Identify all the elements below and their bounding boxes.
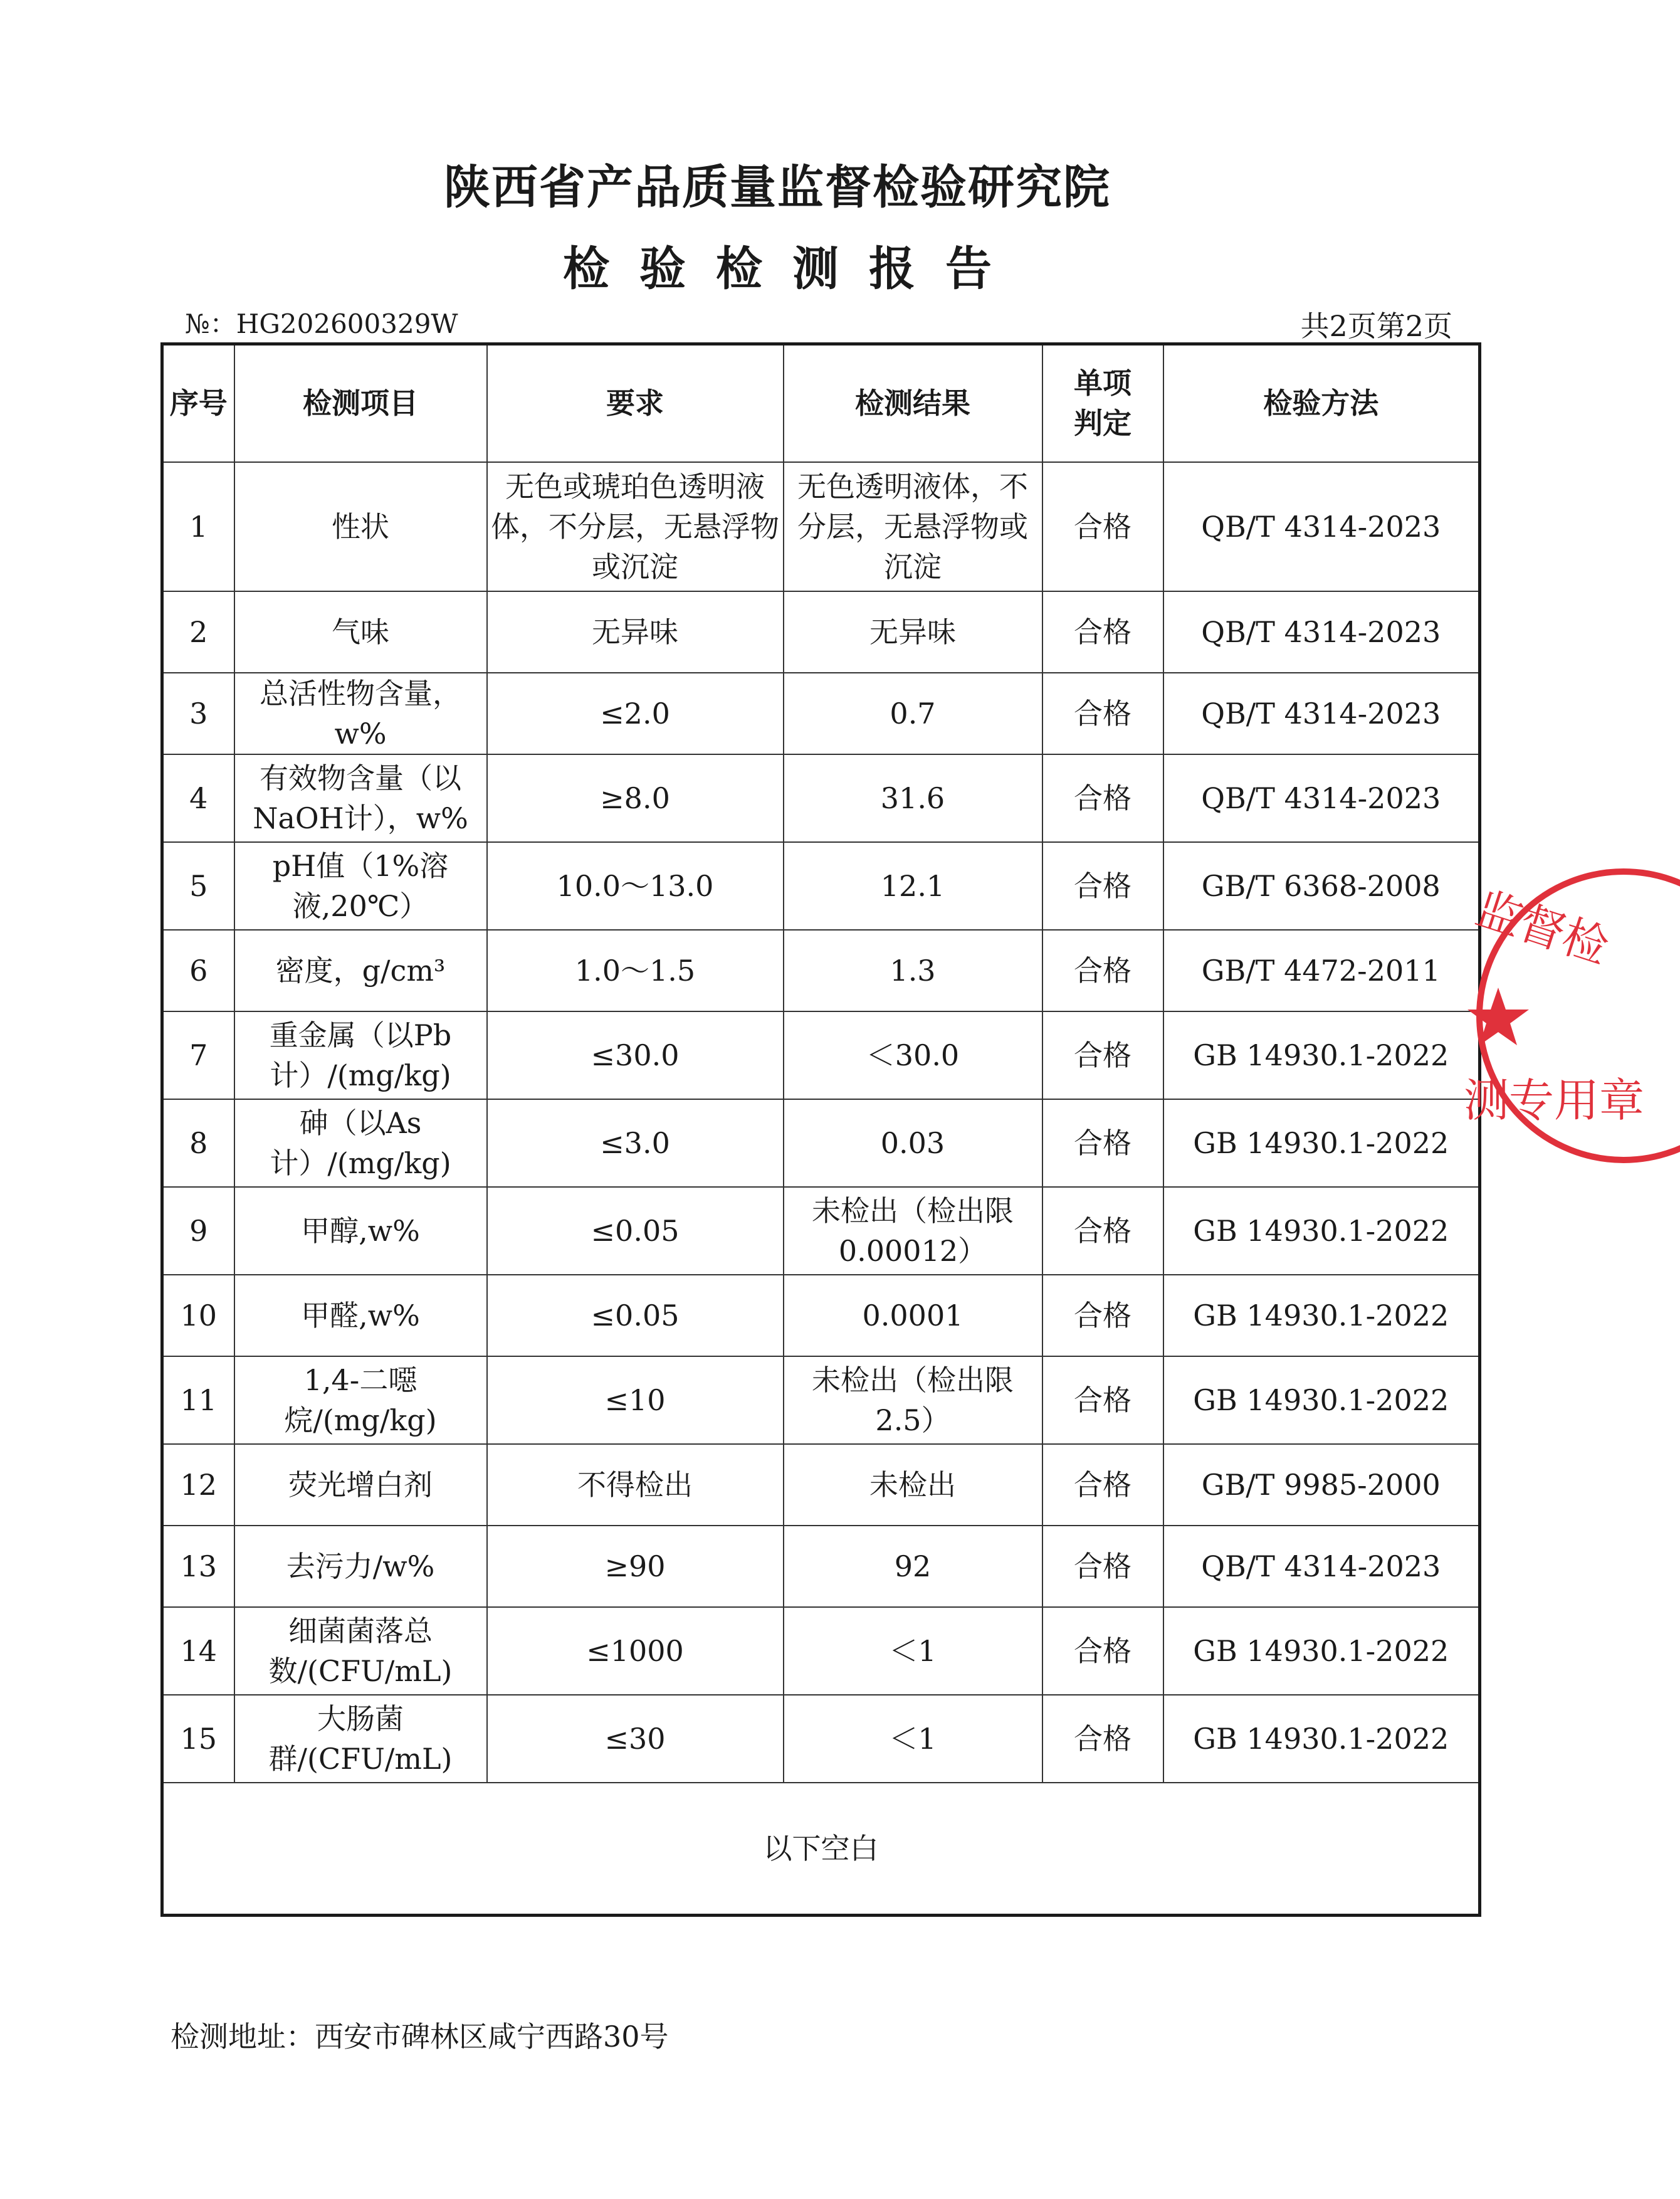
row-verdict: 合格	[1042, 1444, 1163, 1526]
row-result: ＜1	[784, 1607, 1042, 1695]
row-method: GB/T 9985-2000	[1163, 1444, 1480, 1526]
row-item: 荧光增白剂	[234, 1444, 487, 1526]
table-row	[162, 1607, 1480, 1695]
row-result: 92	[784, 1526, 1042, 1607]
row-item: pH值（1%溶液,20℃）	[234, 842, 487, 930]
row-item: 密度，g/cm³	[234, 930, 487, 1011]
row-requirement: ≥90	[487, 1526, 784, 1607]
row-verdict: 合格	[1042, 930, 1163, 1011]
table-header-row	[162, 344, 1480, 462]
row-item: 重金属（以Pb计）/(mg/kg)	[234, 1011, 487, 1099]
col-header-requirement: 要求	[487, 344, 784, 462]
table-row	[162, 1695, 1480, 1783]
table-row	[162, 1356, 1480, 1444]
row-result: ＜30.0	[784, 1011, 1042, 1099]
row-method: GB 14930.1-2022	[1163, 1011, 1480, 1099]
row-verdict: 合格	[1042, 591, 1163, 673]
row-verdict: 合格	[1042, 673, 1163, 754]
row-no: 2	[162, 591, 234, 673]
row-no: 7	[162, 1011, 234, 1099]
row-method: GB/T 4472-2011	[1163, 930, 1480, 1011]
row-method: GB 14930.1-2022	[1163, 1356, 1480, 1444]
row-result: 无色透明液体，不分层，无悬浮物或沉淀	[784, 462, 1042, 591]
row-requirement: 1.0～1.5	[487, 930, 784, 1011]
official-stamp	[1464, 853, 1680, 1179]
row-method: GB 14930.1-2022	[1163, 1695, 1480, 1783]
row-requirement: 不得检出	[487, 1444, 784, 1526]
row-no: 12	[162, 1444, 234, 1526]
row-item: 细菌菌落总数/(CFU/mL)	[234, 1607, 487, 1695]
row-requirement: ≤2.0	[487, 673, 784, 754]
row-item: 气味	[234, 591, 487, 673]
row-requirement: 10.0～13.0	[487, 842, 784, 930]
stamp-text-top: 监督检	[1469, 882, 1615, 974]
row-item: 1,4-二噁烷/(mg/kg)	[234, 1356, 487, 1444]
row-verdict: 合格	[1042, 1526, 1163, 1607]
row-verdict: 合格	[1042, 1187, 1163, 1275]
table-row	[162, 930, 1480, 1011]
row-requirement: ≤1000	[487, 1607, 784, 1695]
table-row	[162, 1275, 1480, 1356]
row-verdict: 合格	[1042, 754, 1163, 842]
row-result: 未检出（检出限0.00012）	[784, 1187, 1042, 1275]
row-method: GB/T 6368-2008	[1163, 842, 1480, 930]
row-item: 砷（以As计）/(mg/kg)	[234, 1099, 487, 1187]
table-row	[162, 1099, 1480, 1187]
table-row	[162, 673, 1480, 754]
row-item: 大肠菌群/(CFU/mL)	[234, 1695, 487, 1783]
row-method: GB 14930.1-2022	[1163, 1099, 1480, 1187]
table-row	[162, 591, 1480, 673]
row-no: 13	[162, 1526, 234, 1607]
results-table	[160, 342, 1481, 1917]
row-requirement: ≤10	[487, 1356, 784, 1444]
row-verdict: 合格	[1042, 1356, 1163, 1444]
col-header-method: 检验方法	[1163, 344, 1480, 462]
row-verdict: 合格	[1042, 1275, 1163, 1356]
row-no: 4	[162, 754, 234, 842]
row-method: QB/T 4314-2023	[1163, 754, 1480, 842]
blank-row	[162, 1783, 1480, 1916]
page-info: 共2页第2页	[1300, 309, 1452, 343]
row-requirement: ≤3.0	[487, 1099, 784, 1187]
row-no: 15	[162, 1695, 234, 1783]
row-result: ＜1	[784, 1695, 1042, 1783]
table-row	[162, 462, 1480, 591]
row-verdict: 合格	[1042, 1607, 1163, 1695]
row-no: 11	[162, 1356, 234, 1444]
row-no: 8	[162, 1099, 234, 1187]
row-requirement: 无色或琥珀色透明液体，不分层，无悬浮物或沉淀	[487, 462, 784, 591]
row-item: 甲醇,w%	[234, 1187, 487, 1275]
doc-title: 检验检测报告	[563, 242, 1022, 296]
stamp-text-bottom: 测专用章	[1464, 1074, 1645, 1127]
row-result: 0.7	[784, 673, 1042, 754]
table-row	[162, 1011, 1480, 1099]
row-result: 0.0001	[784, 1275, 1042, 1356]
row-method: QB/T 4314-2023	[1163, 673, 1480, 754]
row-requirement: ≤30	[487, 1695, 784, 1783]
row-requirement: ≤30.0	[487, 1011, 784, 1099]
col-header-result: 检测结果	[784, 344, 1042, 462]
table-row	[162, 754, 1480, 842]
row-requirement: ≥8.0	[487, 754, 784, 842]
table-row	[162, 1444, 1480, 1526]
row-result: 12.1	[784, 842, 1042, 930]
row-result: 1.3	[784, 930, 1042, 1011]
row-verdict: 合格	[1042, 1695, 1163, 1783]
row-result: 无异味	[784, 591, 1042, 673]
row-method: GB 14930.1-2022	[1163, 1275, 1480, 1356]
col-header-item: 检测项目	[234, 344, 487, 462]
row-item: 总活性物含量，w%	[234, 673, 487, 754]
table-row	[162, 842, 1480, 930]
row-no: 1	[162, 462, 234, 591]
row-verdict: 合格	[1042, 462, 1163, 591]
row-no: 9	[162, 1187, 234, 1275]
row-method: QB/T 4314-2023	[1163, 591, 1480, 673]
row-verdict: 合格	[1042, 1011, 1163, 1099]
table-row	[162, 1187, 1480, 1275]
row-no: 6	[162, 930, 234, 1011]
org-title: 陕西省产品质量监督检验研究院	[444, 161, 1111, 214]
row-no: 5	[162, 842, 234, 930]
row-no: 10	[162, 1275, 234, 1356]
row-item: 甲醛,w%	[234, 1275, 487, 1356]
row-no: 3	[162, 673, 234, 754]
row-result: 未检出	[784, 1444, 1042, 1526]
row-result: 未检出（检出限2.5）	[784, 1356, 1042, 1444]
row-item: 性状	[234, 462, 487, 591]
row-requirement: ≤0.05	[487, 1275, 784, 1356]
table-row	[162, 1526, 1480, 1607]
row-requirement: 无异味	[487, 591, 784, 673]
row-method: GB 14930.1-2022	[1163, 1607, 1480, 1695]
report-number: №：HG202600329W	[185, 308, 458, 339]
col-header-no: 序号	[162, 344, 234, 462]
row-verdict: 合格	[1042, 842, 1163, 930]
row-requirement: ≤0.05	[487, 1187, 784, 1275]
row-no: 14	[162, 1607, 234, 1695]
col-header-verdict: 单项判定	[1042, 344, 1163, 462]
row-method: QB/T 4314-2023	[1163, 1526, 1480, 1607]
row-result: 31.6	[784, 754, 1042, 842]
row-item: 有效物含量（以NaOH计），w%	[234, 754, 487, 842]
row-verdict: 合格	[1042, 1099, 1163, 1187]
row-method: GB 14930.1-2022	[1163, 1187, 1480, 1275]
test-address: 检测地址：西安市碑林区咸宁西路30号	[171, 2020, 669, 2054]
row-item: 去污力/w%	[234, 1526, 487, 1607]
row-method: QB/T 4314-2023	[1163, 462, 1480, 591]
row-result: 0.03	[784, 1099, 1042, 1187]
blank-note: 以下空白	[162, 1783, 1480, 1916]
